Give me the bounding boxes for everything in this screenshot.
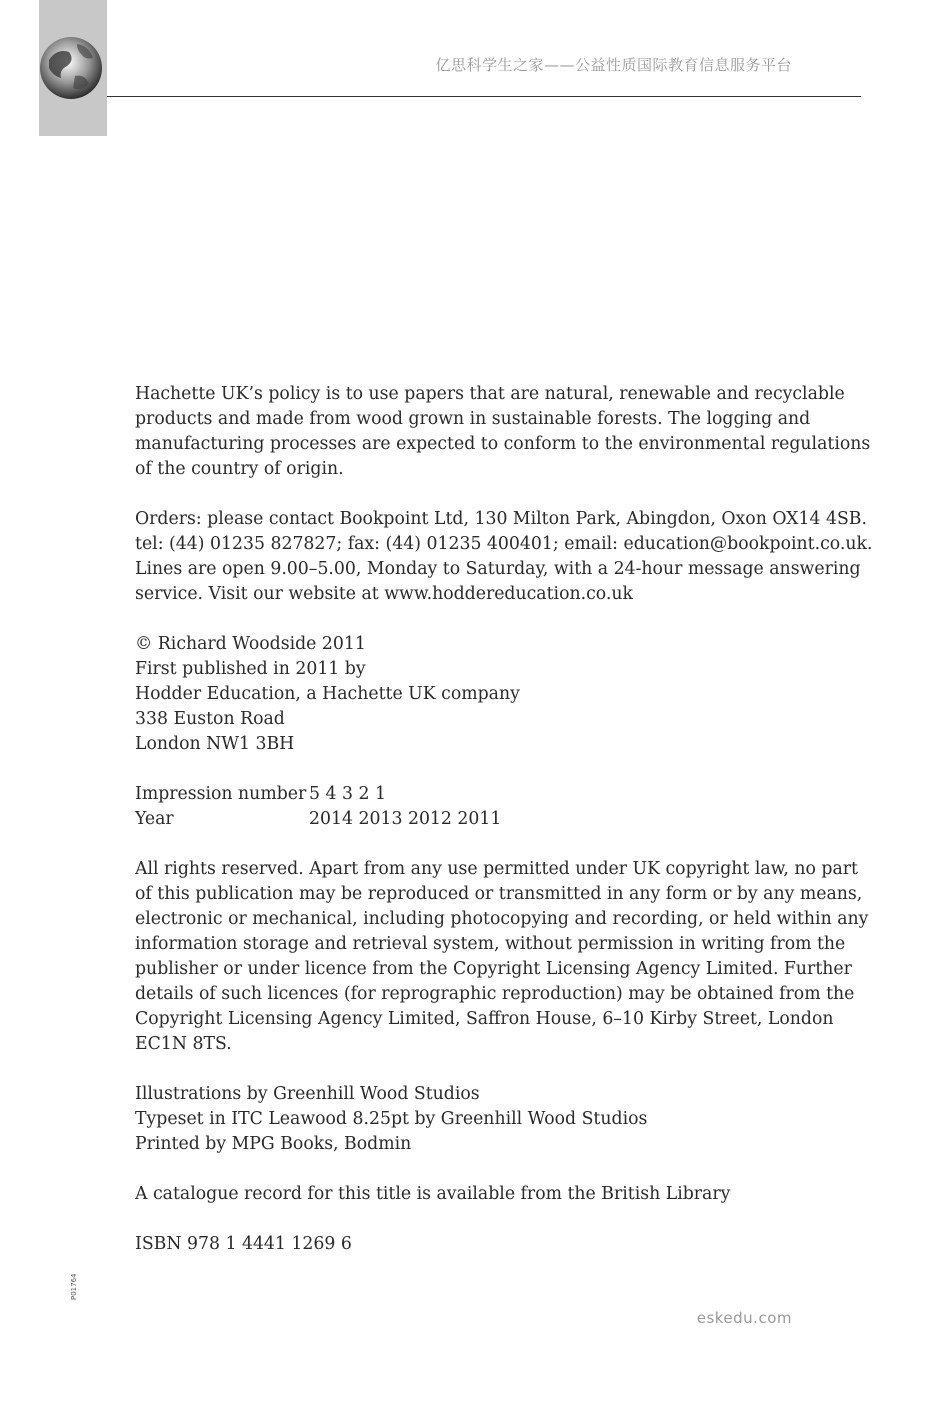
text-line: Lines are open 9.00–5.00, Monday to Saturday, with a 24-hour message answering: [135, 559, 861, 579]
side-code: P01764: [70, 1273, 78, 1300]
text-line: details of such licences (for reprographic reproduction) may be obtained from the: [135, 984, 855, 1004]
text-line: of the country of origin.: [135, 459, 344, 479]
impression-row: [135, 782, 835, 807]
text-line: All rights reserved. Apart from any use permitted under UK copyright law, no part: [135, 859, 858, 879]
catalogue-record: [135, 1182, 835, 1207]
footer-site-watermark: eskedu.com: [696, 1309, 792, 1327]
header-rule: [107, 96, 861, 97]
impression-value: 5 4 3 2 1: [309, 784, 386, 804]
text-line: Printed by MPG Books, Bodmin: [135, 1134, 412, 1154]
text-line: information storage and retrieval system, without permission in writing from the: [135, 934, 846, 954]
text-line: London NW1 3BH: [135, 734, 295, 754]
header-watermark: 亿思科学生之家——公益性质国际教育信息服务平台: [435, 56, 792, 74]
text-line: EC1N 8TS.: [135, 1034, 232, 1054]
copyright-page-content: [135, 382, 873, 1282]
impression-block: [135, 782, 835, 832]
credits-block: [135, 1082, 835, 1157]
copyright-line: © Richard Woodside 2011: [135, 634, 366, 654]
year-value: 2014 2013 2012 2011: [309, 809, 502, 829]
impression-label: Impression number: [135, 784, 307, 804]
globe-tab: [39, 0, 107, 136]
text-line: of this publication may be reproduced or transmitted in any form or by any means,: [135, 884, 863, 904]
isbn: [135, 1232, 835, 1257]
year-row: [135, 807, 835, 832]
text-line: Hachette UK’s policy is to use papers that are natural, renewable and recyclable: [135, 384, 845, 404]
text-line: First published in 2011 by: [135, 659, 366, 679]
rights-paragraph: [135, 857, 869, 1057]
text-line: Typeset in ITC Leawood 8.25pt by Greenhill Wood Studios: [135, 1109, 648, 1129]
text-line: Orders: please contact Bookpoint Ltd, 130 Milton Park, Abingdon, Oxon OX14 4SB.: [135, 509, 867, 529]
year-label: Year: [135, 809, 174, 829]
text-line: tel: (44) 01235 827827; fax: (44) 01235 400401; email: education@bookpoint.co.uk.: [135, 534, 873, 554]
text-line: Illustrations by Greenhill Wood Studios: [135, 1084, 480, 1104]
text-line: products and made from wood grown in sustainable forests. The logging and: [135, 409, 811, 429]
text-line: Copyright Licensing Agency Limited, Saffron House, 6–10 Kirby Street, London: [135, 1009, 834, 1029]
text-line: service. Visit our website at www.hoddereducation.co.uk: [135, 584, 633, 604]
paper-policy-paragraph: [135, 382, 871, 482]
text-line: A catalogue record for this title is available from the British Library: [135, 1184, 731, 1204]
text-line: manufacturing processes are expected to conform to the environmental regulations: [135, 434, 871, 454]
text-line: 338 Euston Road: [135, 709, 285, 729]
text-line: publisher or under licence from the Copyright Licensing Agency Limited. Further: [135, 959, 852, 979]
text-line: Hodder Education, a Hachette UK company: [135, 684, 520, 704]
globe-icon: [39, 30, 107, 104]
isbn-line: ISBN 978 1 4441 1269 6: [135, 1234, 352, 1254]
text-line: electronic or mechanical, including photocopying and recording, or held within any: [135, 909, 869, 929]
orders-paragraph: [135, 507, 873, 607]
publisher-block: [135, 632, 835, 757]
